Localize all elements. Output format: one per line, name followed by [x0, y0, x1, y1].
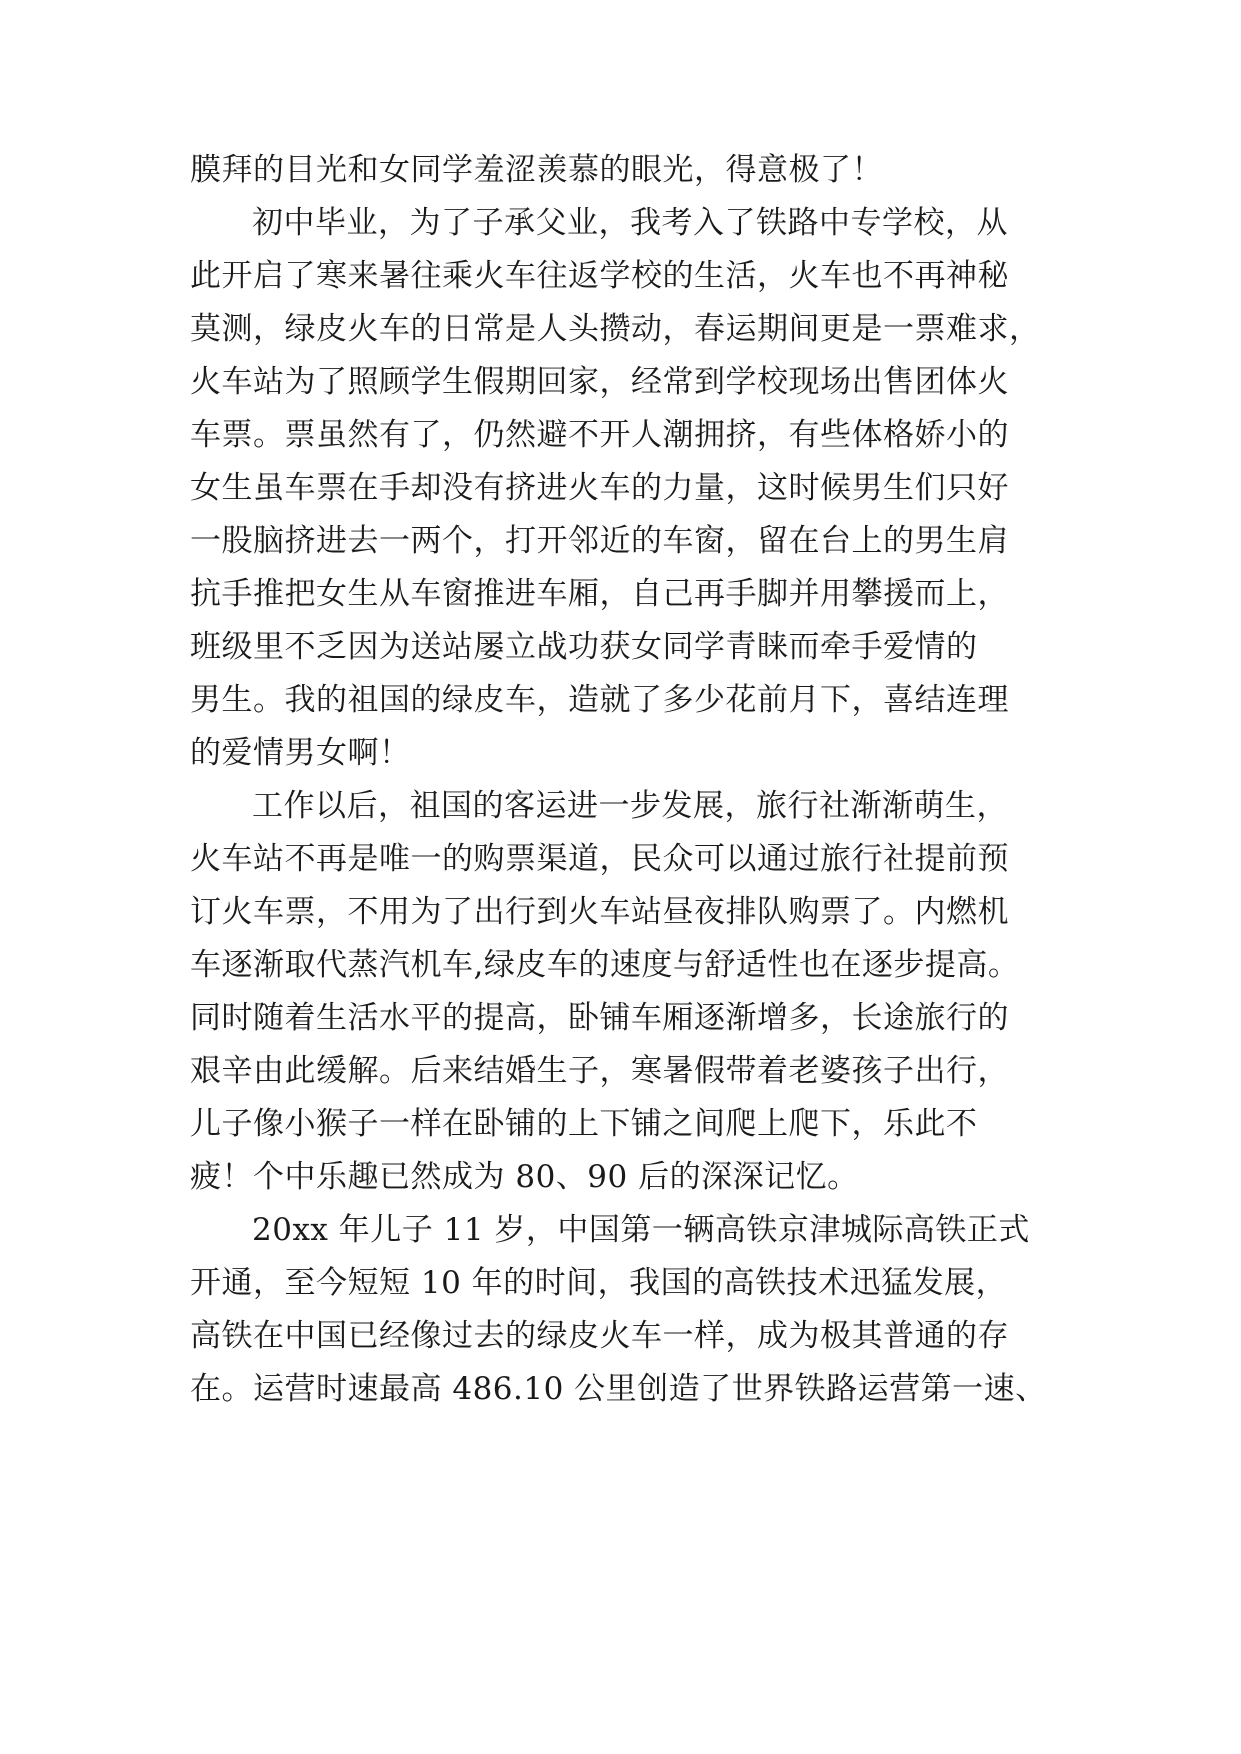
text-line: 此开启了寒来暑往乘火车往返学校的生活，火车也不再神秘	[190, 258, 1009, 294]
paragraph-start-line: 初中毕业，为了子承父业，我考入了铁路中专学校，从	[252, 205, 1008, 241]
paragraph-start-line: 工作以后，祖国的客运进一步发展，旅行社渐渐萌生，	[252, 788, 1008, 824]
text-line: 莫测，绿皮火车的日常是人头攒动，春运期间更是一票难求，	[190, 311, 1041, 347]
text-line: 男生。我的祖国的绿皮车，造就了多少花前月下，喜结连理	[190, 682, 1009, 718]
text-line: 抗手推把女生从车窗推进车厢，自己再手脚并用攀援而上，	[190, 576, 1009, 612]
text-line: 车票。票虽然有了，仍然避不开人潮拥挤，有些体格娇小的	[190, 417, 1009, 453]
text-line: 火车站为了照顾学生假期回家，经常到学校现场出售团体火	[190, 364, 1009, 400]
paragraph-start-line: 20xx 年儿子 11 岁，中国第一辆高铁京津城际高铁正式	[252, 1212, 1030, 1248]
text-line: 膜拜的目光和女同学羞涩羡慕的眼光，得意极了！	[190, 152, 883, 188]
text-line: 儿子像小猴子一样在卧铺的上下铺之间爬上爬下，乐此不	[190, 1106, 978, 1142]
text-line: 一股脑挤进去一两个，打开邻近的车窗，留在台上的男生肩	[190, 523, 1009, 559]
text-line: 同时随着生活水平的提高，卧铺车厢逐渐增多，长途旅行的	[190, 1000, 1009, 1036]
text-line: 疲！个中乐趣已然成为 80、90 后的深深记忆。	[190, 1159, 859, 1195]
text-line: 车逐渐取代蒸汽机车,绿皮车的速度与舒适性也在逐步提高。	[190, 947, 1020, 983]
text-line: 高铁在中国已经像过去的绿皮火车一样，成为极其普通的存	[190, 1318, 1009, 1354]
text-line: 的爱情男女啊！	[190, 735, 411, 771]
text-line: 班级里不乏因为送站屡立战功获女同学青睐而牵手爱情的	[190, 629, 978, 665]
text-line: 订火车票，不用为了出行到火车站昼夜排队购票了。内燃机	[190, 894, 1009, 930]
text-line: 艰辛由此缓解。后来结婚生子，寒暑假带着老婆孩子出行，	[190, 1053, 1009, 1089]
text-line: 在。运营时速最高 486.10 公里创造了世界铁路运营第一速、	[190, 1371, 1047, 1407]
text-line: 火车站不再是唯一的购票渠道，民众可以通过旅行社提前预	[190, 841, 1009, 877]
text-line: 开通，至今短短 10 年的时间，我国的高铁技术迅猛发展，	[190, 1265, 1008, 1301]
text-line: 女生虽车票在手却没有挤进火车的力量，这时候男生们只好	[190, 470, 1009, 506]
